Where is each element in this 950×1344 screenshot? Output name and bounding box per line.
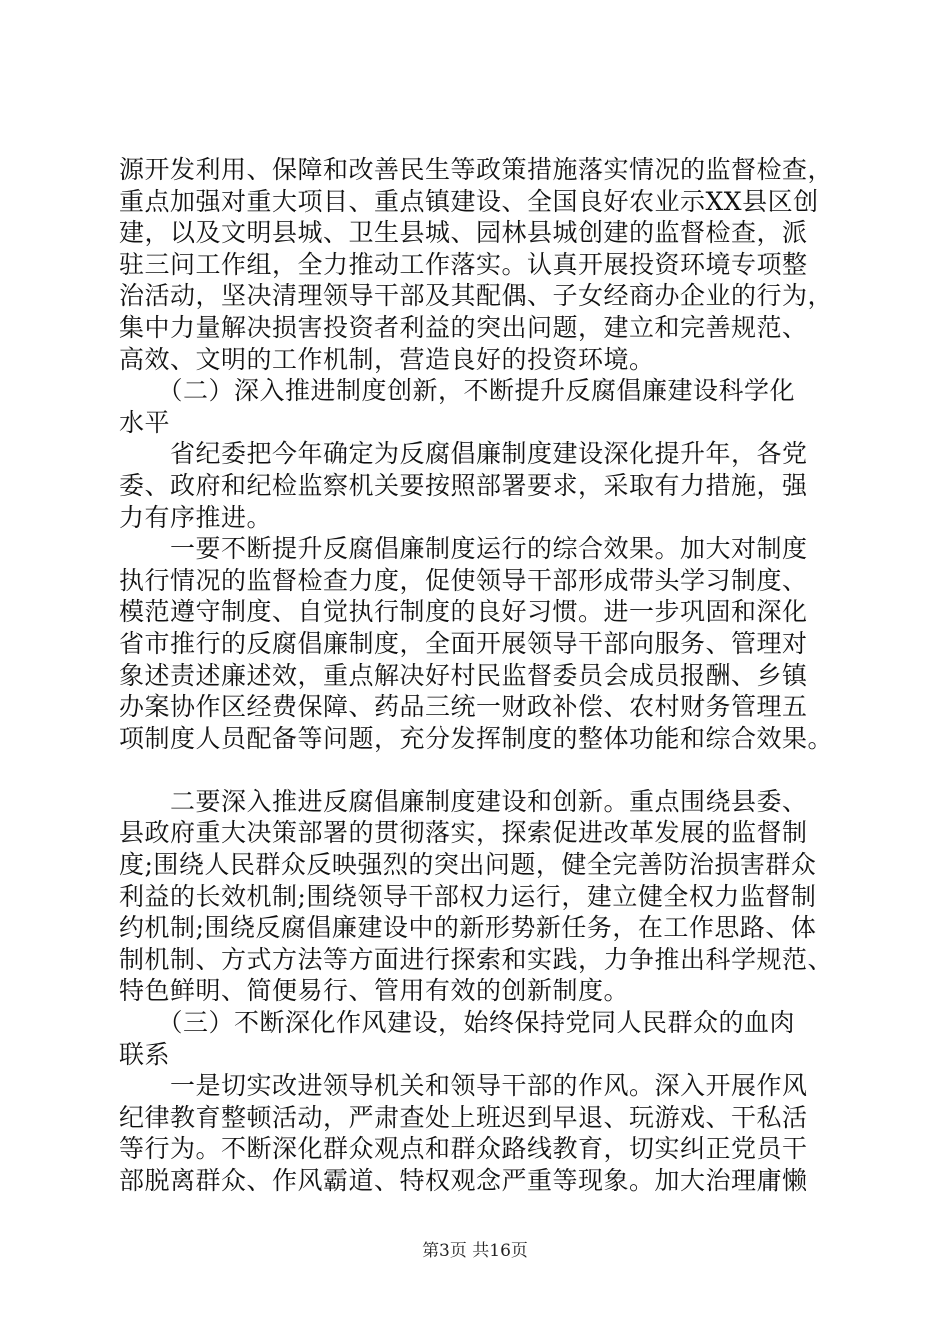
body-text bbox=[119, 154, 837, 1197]
text-line: 力有序推进。 bbox=[119, 502, 273, 532]
text-line: 纪律教育整顿活动，严肃查处上班迟到早退、玩游戏、干私活 bbox=[119, 1102, 808, 1132]
text-line: 制机制、方式方法等方面进行探索和实践，力争推出科学规范、 bbox=[119, 944, 834, 974]
text-line: 治活动，坚决清理领导干部及其配偶、子女经商办企业的行为， bbox=[119, 281, 834, 311]
text-line: 集中力量解决损害投资者利益的突出问题，建立和完善规范、 bbox=[119, 312, 808, 342]
text-line: 模范遵守制度、自觉执行制度的良好习惯。进一步巩固和深化 bbox=[119, 597, 808, 627]
text-line: 特色鲜明、简便易行、管用有效的创新制度。 bbox=[119, 976, 630, 1006]
page-footer: 第3页 共16页 bbox=[422, 1241, 528, 1261]
text-line: 水平 bbox=[119, 407, 171, 437]
text-line: 象述责述廉述效，重点解决好村民监督委员会成员报酬、乡镇 bbox=[119, 660, 808, 690]
text-line: 联系 bbox=[119, 1039, 171, 1069]
text-line: 利益的长效机制;围绕领导干部权力运行，建立健全权力监督制 bbox=[119, 881, 817, 911]
text-line: 部脱离群众、作风霸道、特权观念严重等现象。加大治理庸懒 bbox=[119, 1166, 808, 1195]
text-line: 委、政府和纪检监察机关要按照部署要求，采取有力措施，强 bbox=[119, 470, 808, 500]
text-line: 县政府重大决策部署的贯彻落实，探索促进改革发展的监督制 bbox=[119, 818, 808, 848]
text-line: （二）深入推进制度创新，不断提升反腐倡廉建设科学化 bbox=[119, 376, 796, 406]
blank-line bbox=[119, 754, 837, 786]
text-line: 重点加强对重大项目、重点镇建设、全国良好农业示XX县区创 bbox=[119, 186, 819, 216]
text-line: 一是切实改进领导机关和领导干部的作风。深入开展作风 bbox=[119, 1071, 808, 1101]
text-line: 约机制;围绕反腐倡廉建设中的新形势新任务，在工作思路、体 bbox=[119, 913, 817, 943]
text-line: 执行情况的监督检查力度，促使领导干部形成带头学习制度、 bbox=[119, 565, 808, 595]
text-line: （三）不断深化作风建设，始终保持党同人民群众的血肉 bbox=[119, 1008, 796, 1038]
text-line: 办案协作区经费保障、药品三统一财政补偿、农村财务管理五 bbox=[119, 692, 808, 722]
text-line: 高效、文明的工作机制，营造良好的投资环境。 bbox=[119, 344, 655, 374]
text-line: 驻三问工作组，全力推动工作落实。认真开展投资环境专项整 bbox=[119, 249, 808, 279]
text-line: 二要深入推进反腐倡廉制度建设和创新。重点围绕县委、 bbox=[119, 786, 808, 816]
text-line: 建，以及文明县城、卫生县城、园林县城创建的监督检查，派 bbox=[119, 218, 808, 248]
text-line: 等行为。不断深化群众观点和群众路线教育，切实纠正党员干 bbox=[119, 1134, 808, 1164]
text-line: 度;围绕人民群众反映强烈的突出问题，健全完善防治损害群众 bbox=[119, 850, 817, 880]
text-line: 一要不断提升反腐倡廉制度运行的综合效果。加大对制度 bbox=[119, 534, 808, 564]
text-line: 省市推行的反腐倡廉制度，全面开展领导干部向服务、管理对 bbox=[119, 628, 808, 658]
text-line: 源开发利用、保障和改善民生等政策措施落实情况的监督检查， bbox=[119, 155, 834, 184]
text-line: 项制度人员配备等问题，充分发挥制度的整体功能和综合效果。 bbox=[119, 723, 834, 753]
text-line: 省纪委把今年确定为反腐倡廉制度建设深化提升年，各党 bbox=[119, 439, 808, 469]
